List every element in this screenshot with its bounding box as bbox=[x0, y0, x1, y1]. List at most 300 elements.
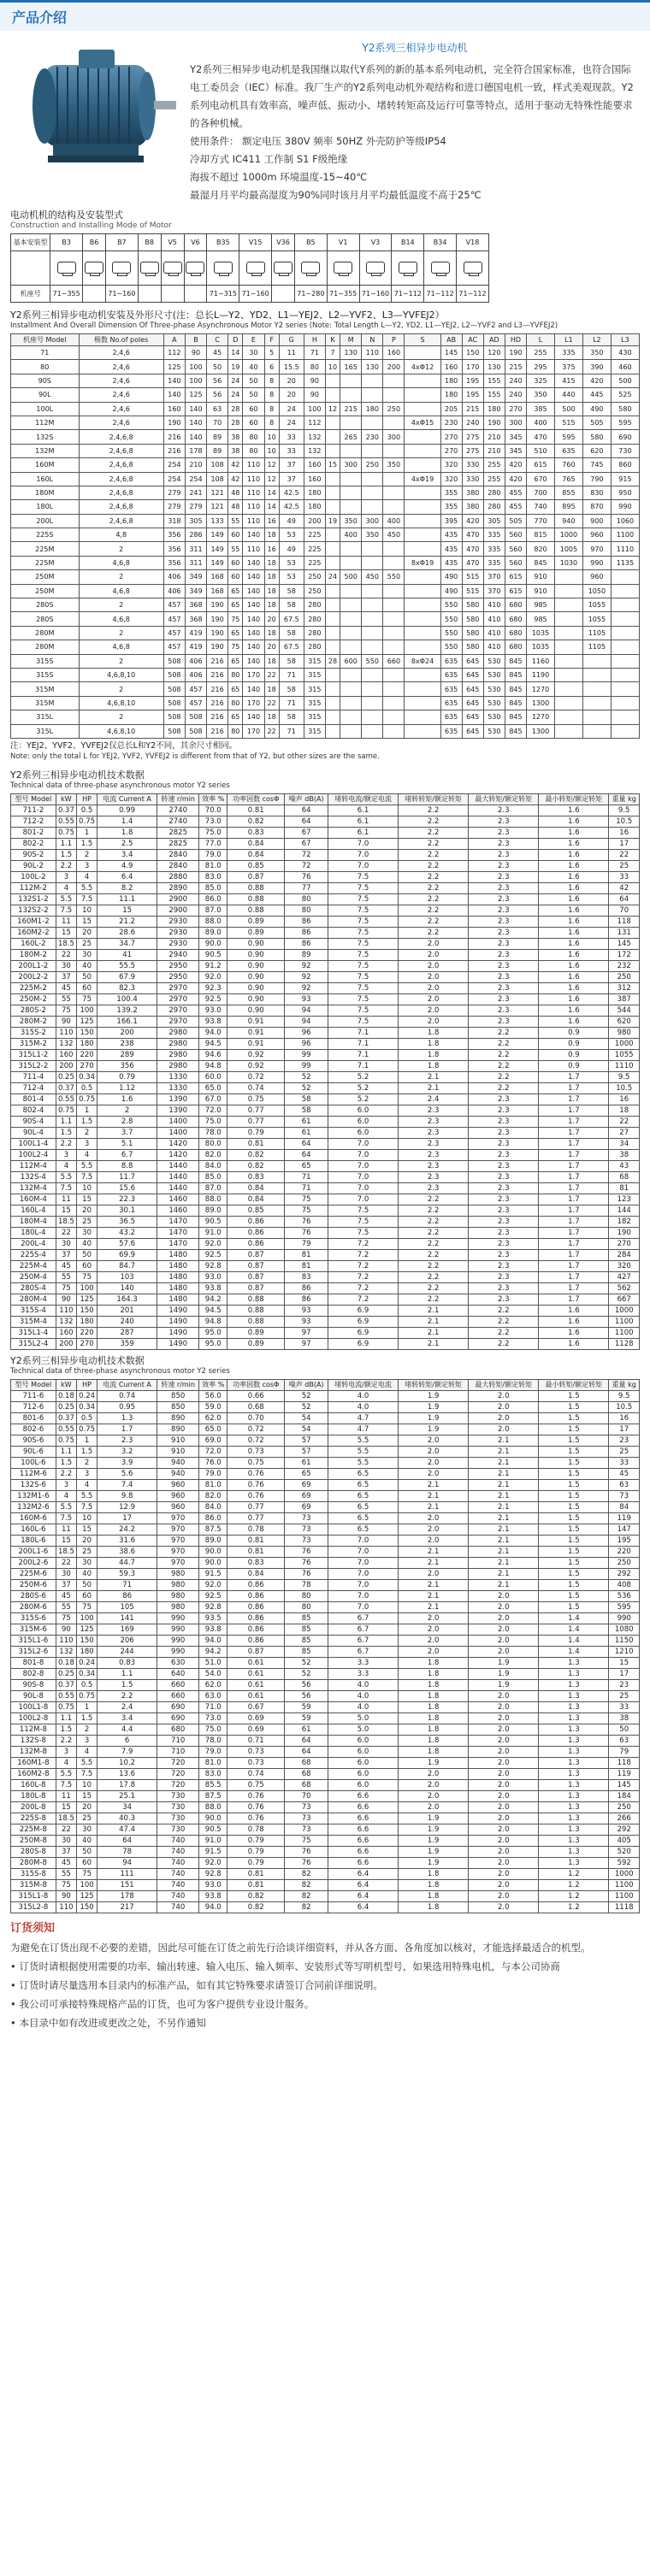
table-cell: 75 bbox=[285, 1205, 328, 1216]
table-cell: 2 bbox=[79, 542, 163, 556]
dimension-note-cn: 注：YEJ2、YVF2、YVFEJ2仅总长L和Y2不同，其余尺寸相同。 bbox=[10, 740, 238, 751]
column-header: 效率 % bbox=[199, 1379, 228, 1390]
table-cell: 1.3 bbox=[539, 1701, 609, 1712]
table-cell: 1000 bbox=[609, 1868, 640, 1879]
column-header: kW bbox=[56, 1379, 76, 1390]
column-header: 堵转转矩/额定转矩 bbox=[399, 793, 469, 805]
table-cell: 284 bbox=[609, 1249, 640, 1260]
table-cell: 266 bbox=[609, 1813, 640, 1824]
table-cell: 0.76 bbox=[228, 1490, 285, 1501]
table-cell: 24 bbox=[279, 402, 304, 416]
table-cell: 315L2-4 bbox=[11, 1338, 56, 1349]
table-cell: 406 bbox=[185, 654, 206, 668]
table-cell: 56 bbox=[207, 374, 228, 387]
table-cell: 1160 bbox=[527, 654, 555, 668]
tech-row bbox=[11, 1294, 640, 1305]
table-cell: 2.0 bbox=[469, 1390, 539, 1401]
table-cell: 0.84 bbox=[228, 849, 285, 860]
table-cell bbox=[340, 626, 362, 640]
table-cell: 160 bbox=[56, 1327, 76, 1338]
tech-row bbox=[11, 1524, 640, 1535]
tech-row bbox=[11, 1468, 640, 1479]
table-cell: 81.0 bbox=[199, 860, 228, 871]
table-cell: 94.5 bbox=[199, 1038, 228, 1049]
table-cell: 132 bbox=[56, 1038, 76, 1049]
table-cell: 216 bbox=[163, 430, 185, 444]
table-cell: 335 bbox=[483, 542, 505, 556]
tech-row bbox=[11, 1557, 640, 1568]
table-cell bbox=[340, 556, 362, 569]
mount-diagram bbox=[294, 251, 327, 286]
table-cell: 2.3 bbox=[98, 1435, 157, 1446]
table-cell bbox=[362, 612, 383, 626]
tech-row bbox=[11, 1901, 640, 1913]
table-cell: 178 bbox=[98, 1890, 157, 1901]
table-cell: 69 bbox=[285, 1479, 328, 1490]
mount-code: V5 bbox=[161, 234, 184, 251]
table-cell: 140 bbox=[243, 556, 264, 569]
table-cell: 280S bbox=[11, 612, 80, 626]
table-cell: 2.0 bbox=[469, 1835, 539, 1846]
table-cell bbox=[325, 626, 340, 640]
table-cell: 544 bbox=[609, 1005, 640, 1016]
table-cell: 406 bbox=[163, 584, 185, 598]
table-cell: 2,4,6,8 bbox=[79, 486, 163, 499]
table-cell: 140 bbox=[243, 528, 264, 542]
table-cell: 980 bbox=[157, 1579, 199, 1590]
column-header: kW bbox=[56, 793, 76, 805]
table-cell: 164.3 bbox=[98, 1294, 157, 1305]
table-cell: 500 bbox=[340, 570, 362, 584]
table-cell: 420 bbox=[462, 514, 483, 528]
tech-row bbox=[11, 1624, 640, 1635]
table-cell: 356 bbox=[163, 542, 185, 556]
tech-row bbox=[11, 1238, 640, 1249]
table-cell: 1.9 bbox=[399, 1424, 469, 1435]
table-cell: 4 bbox=[77, 1746, 98, 1757]
table-cell: 508 bbox=[163, 654, 185, 668]
column-header: 机座号 Model bbox=[11, 334, 80, 346]
table-cell: 70 bbox=[285, 1790, 328, 1801]
tech-row bbox=[11, 1612, 640, 1624]
table-cell: 97 bbox=[285, 1338, 328, 1349]
table-cell: 1.3 bbox=[539, 1857, 609, 1868]
table-cell: 54.0 bbox=[199, 1668, 228, 1679]
column-header: K bbox=[325, 334, 340, 346]
table-cell: 1.8 bbox=[399, 1060, 469, 1071]
table-cell: 2.2 bbox=[399, 805, 469, 816]
table-cell: 320 bbox=[609, 1260, 640, 1271]
table-cell: 6.0 bbox=[328, 1779, 399, 1790]
tech-row bbox=[11, 1082, 640, 1093]
table-cell: 2,4,6,8 bbox=[79, 444, 163, 457]
table-cell: 4.0 bbox=[328, 1390, 399, 1401]
table-cell: 6.4 bbox=[328, 1868, 399, 1879]
table-cell: 0.67 bbox=[228, 1701, 285, 1712]
column-header: 电流 Current A bbox=[98, 793, 157, 805]
table-cell: 2.2 bbox=[399, 871, 469, 882]
table-cell: 28 bbox=[325, 654, 340, 668]
dimension-row bbox=[11, 570, 640, 584]
table-cell: 350 bbox=[362, 528, 383, 542]
table-cell: 19 bbox=[228, 360, 243, 374]
tech-row bbox=[11, 1049, 640, 1060]
tech-row bbox=[11, 1016, 640, 1027]
table-cell: 92.8 bbox=[199, 1868, 228, 1879]
table-cell: 10.5 bbox=[609, 1082, 640, 1093]
table-cell: 1.9 bbox=[399, 1757, 469, 1768]
table-cell: 230 bbox=[362, 430, 383, 444]
table-cell: 2.3 bbox=[469, 905, 539, 916]
table-cell bbox=[340, 500, 362, 514]
table-cell bbox=[611, 584, 639, 598]
table-cell: 0.88 bbox=[228, 893, 285, 905]
mount-diagram bbox=[207, 251, 239, 286]
table-cell: 80 bbox=[285, 905, 328, 916]
table-cell: 1.9 bbox=[399, 1835, 469, 1846]
table-cell: 420 bbox=[505, 472, 526, 486]
table-cell bbox=[582, 696, 611, 710]
table-cell: 64 bbox=[98, 1835, 157, 1846]
table-cell: 132M-4 bbox=[11, 1182, 56, 1194]
table-cell: 2.2 bbox=[98, 1690, 157, 1701]
table-cell: 160M1-8 bbox=[11, 1757, 56, 1768]
table-cell: 2825 bbox=[157, 827, 199, 838]
tech-row bbox=[11, 1501, 640, 1512]
table-cell: 6.4 bbox=[328, 1879, 399, 1890]
dimension-row bbox=[11, 486, 640, 499]
table-cell: 58 bbox=[279, 654, 304, 668]
table-cell: 5.5 bbox=[328, 1435, 399, 1446]
table-cell: 55 bbox=[56, 1601, 76, 1612]
table-cell: 67.0 bbox=[199, 1093, 228, 1105]
table-cell: 64 bbox=[285, 1138, 328, 1149]
table-cell: 370 bbox=[483, 584, 505, 598]
table-cell: 7.5 bbox=[56, 1512, 76, 1524]
table-cell: 8 bbox=[264, 388, 279, 402]
table-cell bbox=[405, 514, 440, 528]
table-cell: 712-2 bbox=[11, 816, 56, 827]
table-cell: 2,4,6 bbox=[79, 402, 163, 416]
table-cell: 2.1 bbox=[469, 1490, 539, 1501]
table-cell: 1.7 bbox=[539, 1227, 609, 1238]
table-cell bbox=[383, 668, 405, 681]
dimension-row bbox=[11, 640, 640, 654]
table-cell: 0.55 bbox=[56, 816, 76, 827]
table-cell: 530 bbox=[483, 724, 505, 738]
table-cell: 7.1 bbox=[328, 1049, 399, 1060]
table-cell: 1105 bbox=[582, 640, 611, 654]
dimension-row bbox=[11, 374, 640, 387]
table-cell: 225M-2 bbox=[11, 982, 56, 993]
table-cell: 740 bbox=[157, 1846, 199, 1857]
tech-row bbox=[11, 993, 640, 1005]
table-cell: 6.0 bbox=[328, 1757, 399, 1768]
table-cell: 0.81 bbox=[228, 805, 285, 816]
table-cell bbox=[554, 612, 582, 626]
table-cell: 0.75 bbox=[77, 816, 98, 827]
table-cell: 745 bbox=[582, 458, 611, 472]
table-cell: 69 bbox=[285, 1490, 328, 1501]
table-cell: 49 bbox=[279, 542, 304, 556]
table-cell: 190 bbox=[163, 416, 185, 429]
table-cell: 14 bbox=[264, 500, 279, 514]
table-cell: 2.2 bbox=[469, 1049, 539, 1060]
table-cell: 53 bbox=[279, 570, 304, 584]
table-cell: 315S-8 bbox=[11, 1868, 56, 1879]
table-cell: 7.5 bbox=[56, 1182, 76, 1194]
table-cell: 90S-6 bbox=[11, 1435, 56, 1446]
table-cell: 2.1 bbox=[469, 1457, 539, 1468]
table-cell: 0.76 bbox=[228, 1801, 285, 1813]
table-cell: 2.0 bbox=[399, 1779, 469, 1790]
table-cell: 65 bbox=[228, 598, 243, 612]
table-cell: 0.90 bbox=[228, 982, 285, 993]
table-cell: 149 bbox=[207, 528, 228, 542]
table-cell: 24 bbox=[228, 374, 243, 387]
table-cell: 18 bbox=[264, 682, 279, 696]
table-cell: 108 bbox=[207, 472, 228, 486]
table-cell: 950 bbox=[611, 486, 639, 499]
table-cell: 100L bbox=[11, 402, 80, 416]
table-cell: 190 bbox=[207, 612, 228, 626]
table-cell: 5.2 bbox=[328, 1082, 399, 1093]
table-cell: 0.76 bbox=[228, 1813, 285, 1824]
table-cell bbox=[554, 570, 582, 584]
table-cell: 180 bbox=[77, 1038, 98, 1049]
table-cell: 83.0 bbox=[199, 871, 228, 882]
tech-row bbox=[11, 1757, 640, 1768]
table-cell bbox=[405, 710, 440, 724]
table-cell: 28.6 bbox=[98, 927, 157, 938]
column-header: 堵转电流/额定电流 bbox=[328, 793, 399, 805]
table-cell: 43 bbox=[609, 1160, 640, 1171]
table-cell: 1.6 bbox=[539, 1327, 609, 1338]
table-cell: 1300 bbox=[527, 696, 555, 710]
table-cell: 2.3 bbox=[469, 1138, 539, 1149]
table-cell: 168 bbox=[207, 584, 228, 598]
table-cell: 2.3 bbox=[469, 1105, 539, 1116]
table-cell: 2840 bbox=[157, 860, 199, 871]
table-cell: 7.2 bbox=[328, 1294, 399, 1305]
table-cell: 215 bbox=[462, 402, 483, 416]
table-cell: 419 bbox=[185, 640, 206, 654]
table-cell: 710 bbox=[157, 1735, 199, 1746]
table-cell: 1.9 bbox=[399, 1824, 469, 1835]
table-cell: 6.0 bbox=[328, 1735, 399, 1746]
table-cell: 6.6 bbox=[328, 1835, 399, 1846]
table-cell: 91.2 bbox=[199, 960, 228, 971]
table-cell: 50 bbox=[207, 360, 228, 374]
table-cell: 33 bbox=[279, 444, 304, 457]
table-cell: 1.8 bbox=[399, 1657, 469, 1668]
table-cell: 315M-8 bbox=[11, 1879, 56, 1890]
table-cell: 6.5 bbox=[328, 1468, 399, 1479]
table-cell: 970 bbox=[582, 542, 611, 556]
table-cell: 160L-2 bbox=[11, 938, 56, 949]
table-cell: 315L bbox=[11, 724, 80, 738]
table-cell: 740 bbox=[157, 1879, 199, 1890]
table-cell: 22 bbox=[264, 696, 279, 710]
table-cell: 1.6 bbox=[539, 982, 609, 993]
table-cell: 2.4 bbox=[399, 1093, 469, 1105]
table-cell: 2.0 bbox=[469, 1857, 539, 1868]
table-cell: 47.4 bbox=[98, 1824, 157, 1835]
table-cell: 2.3 bbox=[469, 871, 539, 882]
table-cell: 45 bbox=[56, 1857, 76, 1868]
table-cell: 86 bbox=[285, 916, 328, 927]
table-cell bbox=[405, 500, 440, 514]
table-cell: 49 bbox=[279, 514, 304, 528]
table-cell: 12 bbox=[325, 402, 340, 416]
table-cell: 0.5 bbox=[77, 1082, 98, 1093]
table-cell: 1.6 bbox=[539, 1016, 609, 1027]
mounting-title-en: Construction and Installing Mode of Motor bbox=[10, 221, 172, 230]
tech-row bbox=[11, 1679, 640, 1690]
table-cell: 1.9 bbox=[399, 1846, 469, 1857]
table-cell: 1.7 bbox=[539, 1260, 609, 1271]
table-cell: 1.7 bbox=[539, 1282, 609, 1294]
table-cell: 100L-6 bbox=[11, 1457, 56, 1468]
table-cell: 505 bbox=[505, 514, 526, 528]
table-cell: 525 bbox=[611, 388, 639, 402]
table-cell: 2.0 bbox=[399, 1635, 469, 1646]
table-cell: 1.3 bbox=[539, 1768, 609, 1779]
table-cell: 2.1 bbox=[469, 1435, 539, 1446]
column-header: AC bbox=[462, 334, 483, 346]
table-cell: 2.2 bbox=[399, 849, 469, 860]
table-cell: 75.0 bbox=[199, 1724, 228, 1735]
table-cell: 180 bbox=[77, 1646, 98, 1657]
table-cell: 22 bbox=[56, 1557, 76, 1568]
table-cell: 5.1 bbox=[98, 1138, 157, 1149]
table-cell: 1.4 bbox=[539, 1635, 609, 1646]
table-cell: 65 bbox=[285, 1468, 328, 1479]
table-cell: 90.5 bbox=[199, 1216, 228, 1227]
table-cell bbox=[383, 500, 405, 514]
table-cell: 2.2 bbox=[399, 816, 469, 827]
table-cell: 580 bbox=[582, 430, 611, 444]
table-cell: 2970 bbox=[157, 982, 199, 993]
table-cell: 802-8 bbox=[11, 1668, 56, 1679]
table-cell: 1.5 bbox=[539, 1535, 609, 1546]
table-cell bbox=[325, 710, 340, 724]
tech-row bbox=[11, 827, 640, 838]
table-cell: 315S bbox=[11, 668, 80, 681]
table-cell: 845 bbox=[505, 668, 526, 681]
tech-row bbox=[11, 1060, 640, 1071]
table-cell: 172 bbox=[609, 949, 640, 960]
table-cell bbox=[325, 584, 340, 598]
table-cell: 2970 bbox=[157, 1005, 199, 1016]
table-cell: 160M-4 bbox=[11, 1194, 56, 1205]
table-cell: 1.3 bbox=[539, 1746, 609, 1757]
table-cell: 10 bbox=[77, 1512, 98, 1524]
table-cell: 60 bbox=[243, 416, 264, 429]
table-cell: 2980 bbox=[157, 1060, 199, 1071]
table-cell bbox=[383, 388, 405, 402]
table-cell: 470 bbox=[462, 556, 483, 569]
table-cell: 2.2 bbox=[469, 1060, 539, 1071]
table-cell: 855 bbox=[554, 486, 582, 499]
table-cell: 1.5 bbox=[539, 1524, 609, 1535]
table-cell: 1.7 bbox=[539, 1116, 609, 1127]
table-header bbox=[11, 1379, 640, 1390]
column-header: 功率因数 cosΦ bbox=[228, 1379, 285, 1390]
table-cell: 145 bbox=[609, 1779, 640, 1790]
table-cell: 6.0 bbox=[328, 1746, 399, 1757]
table-cell: 2880 bbox=[157, 871, 199, 882]
table-cell: 34 bbox=[609, 1138, 640, 1149]
table-cell: 5.2 bbox=[328, 1093, 399, 1105]
table-cell: 34.7 bbox=[98, 938, 157, 949]
table-cell: 356 bbox=[98, 1060, 157, 1071]
table-cell: 985 bbox=[527, 598, 555, 612]
table-cell: 2,4,6 bbox=[79, 360, 163, 374]
table-cell: 7.0 bbox=[328, 1535, 399, 1546]
table-cell: 195 bbox=[462, 388, 483, 402]
table-cell: 80 bbox=[243, 430, 264, 444]
tech-row bbox=[11, 1271, 640, 1282]
tech-row bbox=[11, 1512, 640, 1524]
table-cell: 7.0 bbox=[328, 1590, 399, 1601]
table-cell: 5.5 bbox=[56, 1171, 76, 1182]
table-cell: 720 bbox=[157, 1768, 199, 1779]
table-cell: 630 bbox=[157, 1657, 199, 1668]
table-cell: 6.9 bbox=[328, 1327, 399, 1338]
spec-humidity: 最湿月月平均最高湿度为90%同时该月月平均最低温度不高于25℃ bbox=[190, 189, 482, 201]
table-cell: 89 bbox=[207, 430, 228, 444]
table-cell: 0.81 bbox=[228, 1138, 285, 1149]
table-cell: 131 bbox=[609, 927, 640, 938]
column-header: H bbox=[304, 334, 325, 346]
table-cell: 1.6 bbox=[539, 1338, 609, 1349]
table-cell: 110 bbox=[56, 1635, 76, 1646]
table-cell bbox=[325, 612, 340, 626]
table-cell: 2.1 bbox=[469, 1557, 539, 1568]
table-cell: 2.1 bbox=[469, 1468, 539, 1479]
table-cell: 132S2-2 bbox=[11, 905, 56, 916]
table-cell: 0.74 bbox=[228, 1082, 285, 1093]
table-cell: 4,6,8 bbox=[79, 584, 163, 598]
table-cell: 1440 bbox=[157, 1182, 199, 1194]
table-cell: 1.2 bbox=[539, 1890, 609, 1901]
table-cell: 1.8 bbox=[399, 1868, 469, 1879]
table-cell: 508 bbox=[163, 696, 185, 710]
table-cell: 160 bbox=[383, 346, 405, 360]
table-cell: 2.3 bbox=[469, 1227, 539, 1238]
tech-row bbox=[11, 1712, 640, 1724]
table-cell: 76 bbox=[285, 1546, 328, 1557]
table-cell bbox=[554, 682, 582, 696]
table-cell: 10 bbox=[77, 905, 98, 916]
table-cell: 7.5 bbox=[328, 1227, 399, 1238]
table-cell: 64 bbox=[609, 893, 640, 905]
table-cell: 4.7 bbox=[328, 1412, 399, 1424]
table-cell: 23 bbox=[609, 1679, 640, 1690]
table-cell: 37 bbox=[56, 971, 76, 982]
table-cell: 55 bbox=[56, 1868, 76, 1879]
table-cell: 915 bbox=[611, 472, 639, 486]
table-cell bbox=[325, 416, 340, 429]
table-cell: 255 bbox=[483, 472, 505, 486]
table-cell: 406 bbox=[163, 570, 185, 584]
dimension-row bbox=[11, 682, 640, 696]
table-cell: 1000 bbox=[609, 1038, 640, 1049]
motor-mount-icon bbox=[246, 262, 265, 274]
table-cell bbox=[362, 584, 383, 598]
table-cell: 530 bbox=[483, 654, 505, 668]
